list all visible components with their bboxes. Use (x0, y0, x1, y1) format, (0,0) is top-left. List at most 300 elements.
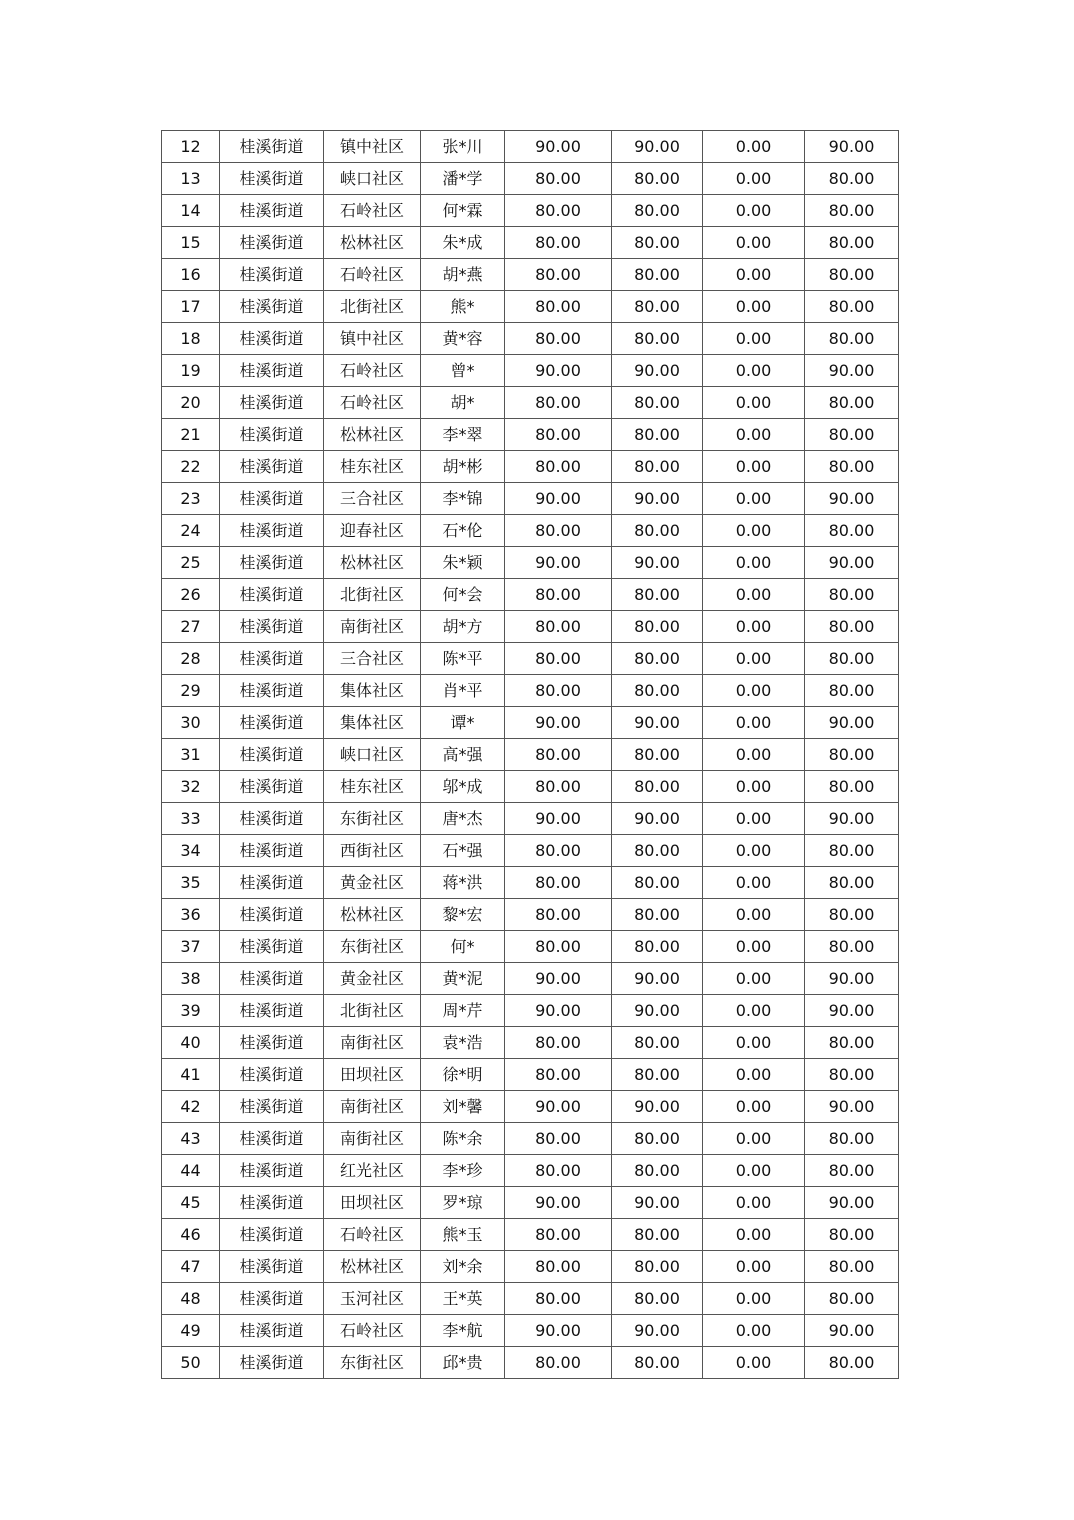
table-row (162, 355, 899, 387)
amount-cell-3: 0.00 (703, 419, 805, 451)
amount-cell-3: 0.00 (703, 1027, 805, 1059)
amount-cell-4: 80.00 (805, 931, 899, 963)
community-cell: 三合社区 (324, 483, 421, 515)
amount-cell-1: 80.00 (505, 835, 612, 867)
serial-number-cell: 16 (162, 259, 220, 291)
street-cell: 桂溪街道 (220, 707, 324, 739)
serial-number-cell: 23 (162, 483, 220, 515)
name-cell: 曾* (421, 355, 505, 387)
amount-cell-4: 90.00 (805, 1315, 899, 1347)
amount-cell-3: 0.00 (703, 771, 805, 803)
amount-cell-2: 90.00 (612, 963, 703, 995)
amount-cell-3: 0.00 (703, 995, 805, 1027)
amount-cell-3: 0.00 (703, 291, 805, 323)
amount-cell-1: 90.00 (505, 547, 612, 579)
table-row (162, 483, 899, 515)
amount-cell-1: 90.00 (505, 131, 612, 163)
name-cell: 黎*宏 (421, 899, 505, 931)
amount-cell-2: 90.00 (612, 1315, 703, 1347)
community-cell: 南街社区 (324, 1027, 421, 1059)
amount-cell-4: 90.00 (805, 131, 899, 163)
community-cell: 北街社区 (324, 579, 421, 611)
name-cell: 熊* (421, 291, 505, 323)
community-cell: 黄金社区 (324, 867, 421, 899)
community-cell: 南街社区 (324, 611, 421, 643)
amount-cell-1: 80.00 (505, 1251, 612, 1283)
amount-cell-1: 80.00 (505, 291, 612, 323)
table-row (162, 1123, 899, 1155)
serial-number-cell: 19 (162, 355, 220, 387)
serial-number-cell: 45 (162, 1187, 220, 1219)
amount-cell-4: 90.00 (805, 995, 899, 1027)
name-cell: 胡* (421, 387, 505, 419)
serial-number-cell: 32 (162, 771, 220, 803)
table-row (162, 771, 899, 803)
amount-cell-4: 80.00 (805, 835, 899, 867)
street-cell: 桂溪街道 (220, 1027, 324, 1059)
amount-cell-4: 90.00 (805, 483, 899, 515)
amount-cell-1: 80.00 (505, 195, 612, 227)
serial-number-cell: 40 (162, 1027, 220, 1059)
amount-cell-2: 80.00 (612, 771, 703, 803)
amount-cell-1: 80.00 (505, 1059, 612, 1091)
name-cell: 邬*成 (421, 771, 505, 803)
name-cell: 王*英 (421, 1283, 505, 1315)
name-cell: 李*航 (421, 1315, 505, 1347)
street-cell: 桂溪街道 (220, 515, 324, 547)
name-cell: 胡*燕 (421, 259, 505, 291)
amount-cell-1: 80.00 (505, 515, 612, 547)
street-cell: 桂溪街道 (220, 1091, 324, 1123)
amount-cell-2: 80.00 (612, 1219, 703, 1251)
table-row (162, 515, 899, 547)
name-cell: 邱*贵 (421, 1347, 505, 1379)
amount-cell-2: 90.00 (612, 483, 703, 515)
amount-cell-2: 90.00 (612, 803, 703, 835)
street-cell: 桂溪街道 (220, 323, 324, 355)
name-cell: 熊*玉 (421, 1219, 505, 1251)
name-cell: 高*强 (421, 739, 505, 771)
amount-cell-2: 80.00 (612, 579, 703, 611)
amount-cell-2: 80.00 (612, 451, 703, 483)
community-cell: 松林社区 (324, 419, 421, 451)
amount-cell-2: 90.00 (612, 547, 703, 579)
table-row (162, 419, 899, 451)
amount-cell-4: 80.00 (805, 515, 899, 547)
name-cell: 李*翠 (421, 419, 505, 451)
street-cell: 桂溪街道 (220, 259, 324, 291)
amount-cell-2: 90.00 (612, 995, 703, 1027)
amount-cell-4: 90.00 (805, 1187, 899, 1219)
amount-cell-2: 80.00 (612, 259, 703, 291)
amount-cell-3: 0.00 (703, 387, 805, 419)
street-cell: 桂溪街道 (220, 899, 324, 931)
amount-cell-2: 90.00 (612, 355, 703, 387)
amount-cell-2: 80.00 (612, 1251, 703, 1283)
serial-number-cell: 27 (162, 611, 220, 643)
community-cell: 石岭社区 (324, 195, 421, 227)
street-cell: 桂溪街道 (220, 995, 324, 1027)
amount-cell-3: 0.00 (703, 579, 805, 611)
community-cell: 松林社区 (324, 899, 421, 931)
amount-cell-1: 90.00 (505, 1091, 612, 1123)
community-cell: 集体社区 (324, 707, 421, 739)
community-cell: 石岭社区 (324, 355, 421, 387)
community-cell: 东街社区 (324, 1347, 421, 1379)
serial-number-cell: 15 (162, 227, 220, 259)
serial-number-cell: 33 (162, 803, 220, 835)
table-row (162, 1219, 899, 1251)
amount-cell-4: 80.00 (805, 1251, 899, 1283)
amount-cell-1: 80.00 (505, 1283, 612, 1315)
community-cell: 黄金社区 (324, 963, 421, 995)
street-cell: 桂溪街道 (220, 355, 324, 387)
amount-cell-3: 0.00 (703, 1347, 805, 1379)
amount-cell-1: 80.00 (505, 387, 612, 419)
serial-number-cell: 35 (162, 867, 220, 899)
serial-number-cell: 49 (162, 1315, 220, 1347)
amount-cell-4: 80.00 (805, 579, 899, 611)
amount-cell-1: 80.00 (505, 419, 612, 451)
serial-number-cell: 31 (162, 739, 220, 771)
community-cell: 田坝社区 (324, 1059, 421, 1091)
amount-cell-2: 80.00 (612, 1059, 703, 1091)
community-cell: 桂东社区 (324, 451, 421, 483)
table-row (162, 1059, 899, 1091)
name-cell: 周*芹 (421, 995, 505, 1027)
amount-cell-3: 0.00 (703, 643, 805, 675)
amount-cell-1: 80.00 (505, 1347, 612, 1379)
amount-cell-1: 80.00 (505, 675, 612, 707)
amount-cell-4: 90.00 (805, 803, 899, 835)
street-cell: 桂溪街道 (220, 227, 324, 259)
amount-cell-3: 0.00 (703, 1219, 805, 1251)
amount-cell-4: 80.00 (805, 259, 899, 291)
community-cell: 石岭社区 (324, 259, 421, 291)
name-cell: 李*珍 (421, 1155, 505, 1187)
street-cell: 桂溪街道 (220, 1251, 324, 1283)
name-cell: 何* (421, 931, 505, 963)
serial-number-cell: 36 (162, 899, 220, 931)
amount-cell-1: 90.00 (505, 803, 612, 835)
amount-cell-2: 80.00 (612, 195, 703, 227)
serial-number-cell: 46 (162, 1219, 220, 1251)
serial-number-cell: 20 (162, 387, 220, 419)
table-row (162, 387, 899, 419)
amount-cell-1: 80.00 (505, 323, 612, 355)
street-cell: 桂溪街道 (220, 131, 324, 163)
table-row (162, 227, 899, 259)
community-cell: 镇中社区 (324, 323, 421, 355)
amount-cell-4: 90.00 (805, 355, 899, 387)
serial-number-cell: 50 (162, 1347, 220, 1379)
serial-number-cell: 37 (162, 931, 220, 963)
amount-cell-3: 0.00 (703, 739, 805, 771)
serial-number-cell: 39 (162, 995, 220, 1027)
community-cell: 田坝社区 (324, 1187, 421, 1219)
amount-cell-2: 80.00 (612, 1155, 703, 1187)
amount-cell-3: 0.00 (703, 451, 805, 483)
amount-cell-1: 80.00 (505, 1155, 612, 1187)
serial-number-cell: 38 (162, 963, 220, 995)
serial-number-cell: 14 (162, 195, 220, 227)
name-cell: 胡*彬 (421, 451, 505, 483)
table-row (162, 643, 899, 675)
table-row (162, 867, 899, 899)
amount-cell-2: 80.00 (612, 1283, 703, 1315)
street-cell: 桂溪街道 (220, 963, 324, 995)
name-cell: 何*霖 (421, 195, 505, 227)
amount-cell-4: 80.00 (805, 195, 899, 227)
amount-cell-3: 0.00 (703, 227, 805, 259)
amount-cell-1: 90.00 (505, 963, 612, 995)
name-cell: 胡*方 (421, 611, 505, 643)
community-cell: 镇中社区 (324, 131, 421, 163)
serial-number-cell: 28 (162, 643, 220, 675)
serial-number-cell: 44 (162, 1155, 220, 1187)
amount-cell-4: 90.00 (805, 547, 899, 579)
amount-cell-3: 0.00 (703, 547, 805, 579)
amount-cell-2: 80.00 (612, 611, 703, 643)
amount-cell-3: 0.00 (703, 323, 805, 355)
name-cell: 谭* (421, 707, 505, 739)
name-cell: 李*锦 (421, 483, 505, 515)
table-row (162, 1251, 899, 1283)
amount-cell-3: 0.00 (703, 1091, 805, 1123)
amount-cell-3: 0.00 (703, 1187, 805, 1219)
table-row (162, 899, 899, 931)
amount-cell-3: 0.00 (703, 707, 805, 739)
table-row (162, 1187, 899, 1219)
community-cell: 玉河社区 (324, 1283, 421, 1315)
table-row (162, 547, 899, 579)
serial-number-cell: 42 (162, 1091, 220, 1123)
street-cell: 桂溪街道 (220, 1283, 324, 1315)
amount-cell-3: 0.00 (703, 675, 805, 707)
name-cell: 唐*杰 (421, 803, 505, 835)
community-cell: 集体社区 (324, 675, 421, 707)
community-cell: 东街社区 (324, 931, 421, 963)
street-cell: 桂溪街道 (220, 931, 324, 963)
table-row (162, 163, 899, 195)
amount-cell-4: 80.00 (805, 1027, 899, 1059)
amount-cell-3: 0.00 (703, 195, 805, 227)
amount-cell-4: 80.00 (805, 611, 899, 643)
community-cell: 北街社区 (324, 291, 421, 323)
serial-number-cell: 34 (162, 835, 220, 867)
amount-cell-2: 80.00 (612, 387, 703, 419)
name-cell: 黄*泥 (421, 963, 505, 995)
name-cell: 潘*学 (421, 163, 505, 195)
community-cell: 南街社区 (324, 1091, 421, 1123)
amount-cell-4: 80.00 (805, 1155, 899, 1187)
amount-cell-1: 90.00 (505, 1315, 612, 1347)
amount-cell-3: 0.00 (703, 835, 805, 867)
amount-cell-2: 80.00 (612, 515, 703, 547)
street-cell: 桂溪街道 (220, 1347, 324, 1379)
table-row (162, 131, 899, 163)
name-cell: 刘*馨 (421, 1091, 505, 1123)
table-row (162, 995, 899, 1027)
amount-cell-2: 80.00 (612, 291, 703, 323)
amount-cell-4: 80.00 (805, 739, 899, 771)
amount-cell-1: 80.00 (505, 579, 612, 611)
amount-cell-4: 80.00 (805, 643, 899, 675)
name-cell: 陈*余 (421, 1123, 505, 1155)
amount-cell-4: 80.00 (805, 1283, 899, 1315)
table-row (162, 1283, 899, 1315)
street-cell: 桂溪街道 (220, 867, 324, 899)
amount-cell-1: 90.00 (505, 995, 612, 1027)
amount-cell-3: 0.00 (703, 483, 805, 515)
amount-cell-2: 80.00 (612, 643, 703, 675)
serial-number-cell: 17 (162, 291, 220, 323)
amount-cell-4: 80.00 (805, 899, 899, 931)
amount-cell-4: 90.00 (805, 1091, 899, 1123)
name-cell: 袁*浩 (421, 1027, 505, 1059)
amount-cell-1: 80.00 (505, 163, 612, 195)
street-cell: 桂溪街道 (220, 803, 324, 835)
amount-cell-4: 80.00 (805, 291, 899, 323)
amount-cell-2: 80.00 (612, 867, 703, 899)
amount-cell-3: 0.00 (703, 1251, 805, 1283)
serial-number-cell: 29 (162, 675, 220, 707)
amount-cell-4: 80.00 (805, 771, 899, 803)
serial-number-cell: 25 (162, 547, 220, 579)
community-cell: 桂东社区 (324, 771, 421, 803)
serial-number-cell: 30 (162, 707, 220, 739)
amount-cell-4: 80.00 (805, 867, 899, 899)
table-row (162, 931, 899, 963)
name-cell: 徐*明 (421, 1059, 505, 1091)
amount-cell-3: 0.00 (703, 867, 805, 899)
amount-cell-1: 90.00 (505, 355, 612, 387)
amount-cell-3: 0.00 (703, 1315, 805, 1347)
table-row (162, 451, 899, 483)
table-row (162, 579, 899, 611)
name-cell: 罗*琼 (421, 1187, 505, 1219)
amount-cell-4: 80.00 (805, 419, 899, 451)
table-row (162, 707, 899, 739)
amount-cell-3: 0.00 (703, 515, 805, 547)
amount-cell-2: 80.00 (612, 835, 703, 867)
street-cell: 桂溪街道 (220, 291, 324, 323)
table-row (162, 963, 899, 995)
amount-cell-1: 80.00 (505, 1123, 612, 1155)
amount-cell-3: 0.00 (703, 803, 805, 835)
amount-cell-4: 80.00 (805, 387, 899, 419)
community-cell: 红光社区 (324, 1155, 421, 1187)
street-cell: 桂溪街道 (220, 419, 324, 451)
serial-number-cell: 48 (162, 1283, 220, 1315)
name-cell: 朱*颖 (421, 547, 505, 579)
amount-cell-1: 80.00 (505, 1219, 612, 1251)
table-row (162, 1155, 899, 1187)
amount-cell-2: 80.00 (612, 163, 703, 195)
amount-cell-3: 0.00 (703, 131, 805, 163)
amount-cell-1: 80.00 (505, 259, 612, 291)
community-cell: 峡口社区 (324, 163, 421, 195)
name-cell: 陈*平 (421, 643, 505, 675)
street-cell: 桂溪街道 (220, 1155, 324, 1187)
subsidy-table (161, 130, 899, 1379)
amount-cell-4: 80.00 (805, 451, 899, 483)
amount-cell-4: 80.00 (805, 1347, 899, 1379)
amount-cell-3: 0.00 (703, 355, 805, 387)
amount-cell-4: 80.00 (805, 1123, 899, 1155)
amount-cell-4: 80.00 (805, 227, 899, 259)
table-row (162, 835, 899, 867)
amount-cell-1: 80.00 (505, 643, 612, 675)
amount-cell-1: 80.00 (505, 739, 612, 771)
community-cell: 石岭社区 (324, 1219, 421, 1251)
street-cell: 桂溪街道 (220, 1187, 324, 1219)
serial-number-cell: 47 (162, 1251, 220, 1283)
serial-number-cell: 21 (162, 419, 220, 451)
street-cell: 桂溪街道 (220, 1219, 324, 1251)
name-cell: 蒋*洪 (421, 867, 505, 899)
street-cell: 桂溪街道 (220, 451, 324, 483)
table-row (162, 611, 899, 643)
community-cell: 松林社区 (324, 1251, 421, 1283)
amount-cell-3: 0.00 (703, 931, 805, 963)
amount-cell-2: 80.00 (612, 931, 703, 963)
amount-cell-4: 80.00 (805, 675, 899, 707)
community-cell: 石岭社区 (324, 1315, 421, 1347)
name-cell: 石*强 (421, 835, 505, 867)
amount-cell-4: 90.00 (805, 963, 899, 995)
street-cell: 桂溪街道 (220, 195, 324, 227)
community-cell: 三合社区 (324, 643, 421, 675)
amount-cell-3: 0.00 (703, 963, 805, 995)
amount-cell-4: 90.00 (805, 707, 899, 739)
community-cell: 东街社区 (324, 803, 421, 835)
amount-cell-1: 90.00 (505, 1187, 612, 1219)
street-cell: 桂溪街道 (220, 1315, 324, 1347)
street-cell: 桂溪街道 (220, 1123, 324, 1155)
amount-cell-2: 80.00 (612, 419, 703, 451)
street-cell: 桂溪街道 (220, 739, 324, 771)
amount-cell-1: 80.00 (505, 899, 612, 931)
table-row (162, 675, 899, 707)
name-cell: 张*川 (421, 131, 505, 163)
amount-cell-3: 0.00 (703, 1123, 805, 1155)
amount-cell-3: 0.00 (703, 163, 805, 195)
amount-cell-1: 80.00 (505, 451, 612, 483)
community-cell: 松林社区 (324, 547, 421, 579)
amount-cell-3: 0.00 (703, 259, 805, 291)
table-row (162, 323, 899, 355)
table-row (162, 291, 899, 323)
community-cell: 南街社区 (324, 1123, 421, 1155)
amount-cell-4: 80.00 (805, 1219, 899, 1251)
amount-cell-2: 80.00 (612, 1347, 703, 1379)
table-row (162, 739, 899, 771)
serial-number-cell: 22 (162, 451, 220, 483)
community-cell: 石岭社区 (324, 387, 421, 419)
amount-cell-3: 0.00 (703, 1155, 805, 1187)
amount-cell-4: 80.00 (805, 163, 899, 195)
street-cell: 桂溪街道 (220, 611, 324, 643)
table-body (162, 131, 899, 1379)
amount-cell-2: 80.00 (612, 227, 703, 259)
amount-cell-1: 80.00 (505, 1027, 612, 1059)
street-cell: 桂溪街道 (220, 579, 324, 611)
amount-cell-1: 80.00 (505, 931, 612, 963)
street-cell: 桂溪街道 (220, 643, 324, 675)
table-row (162, 1315, 899, 1347)
amount-cell-2: 80.00 (612, 323, 703, 355)
